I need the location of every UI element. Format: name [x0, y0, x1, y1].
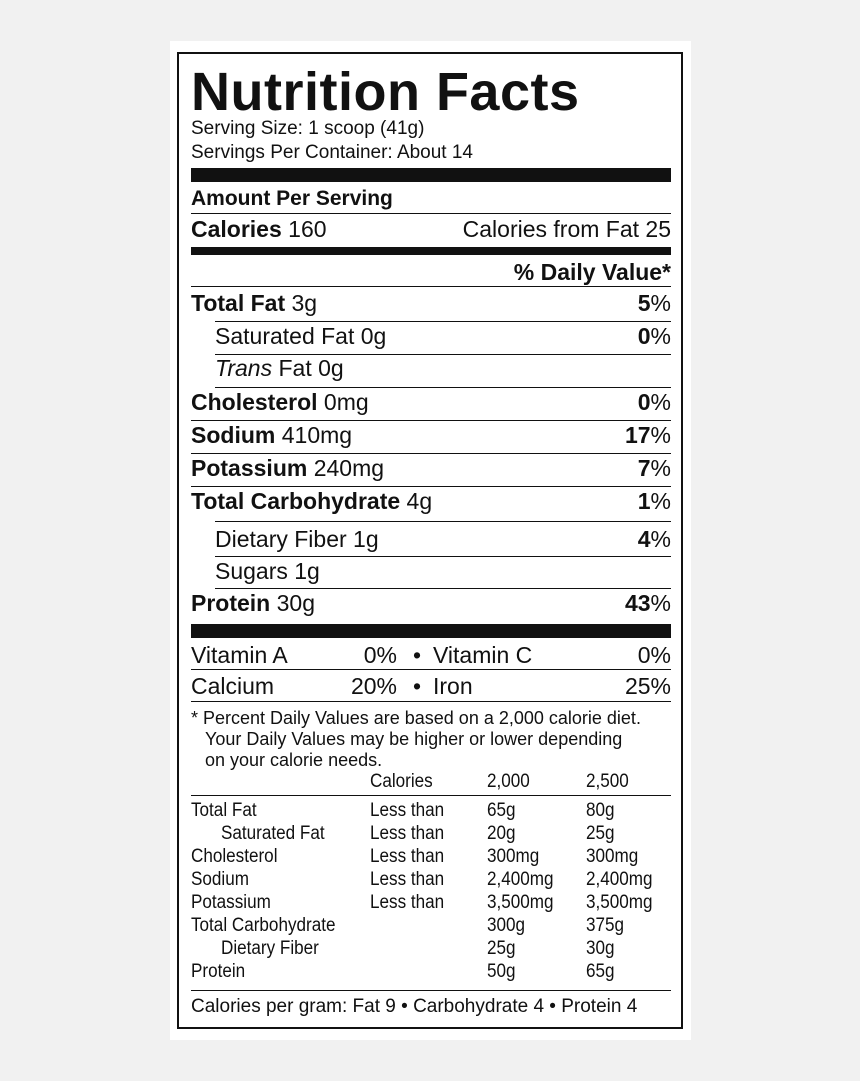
table-row-value-2500: 300mg	[586, 846, 639, 867]
nutrient-amount: 1g	[294, 558, 320, 584]
nutrient-amount: 410mg	[281, 422, 353, 448]
divider	[191, 420, 671, 421]
table-header-2000: 2,000	[487, 771, 530, 792]
table-row-name: Potassium	[191, 892, 271, 913]
table-row-value-2500: 30g	[586, 938, 615, 959]
table-row-name: Sodium	[191, 869, 249, 890]
serving-size: Serving Size: 1 scoop (41g)	[191, 118, 425, 139]
medium-divider	[191, 247, 671, 255]
nutrient-daily-value	[638, 389, 671, 415]
percent-sign: %	[650, 488, 671, 514]
table-row-name: Protein	[191, 961, 246, 982]
divider	[191, 990, 671, 991]
nutrient-percent: 0	[637, 323, 651, 349]
nutrient-percent: 43	[624, 590, 651, 616]
nutrient-row	[191, 422, 671, 448]
nutrient-percent: 4	[637, 526, 651, 552]
nutrient-label: Total Fat	[191, 290, 286, 316]
nutrient-row	[191, 558, 671, 584]
table-row-value-2000: 300mg	[487, 846, 540, 867]
table-row-value-2500: 80g	[586, 800, 615, 821]
footnote-line-2: Your Daily Values may be higher or lower depending	[205, 729, 623, 749]
footnote-line-1: * Percent Daily Values are based on a 2,000 calorie diet.	[191, 708, 641, 728]
divider	[191, 701, 671, 702]
divider	[215, 387, 671, 388]
calories-per-gram: Calories per gram: Fat 9 • Carbohydrate 4 • Protein 4	[191, 996, 638, 1017]
daily-value-header-row	[191, 259, 671, 285]
nutrient-daily-value	[638, 455, 671, 481]
nutrient-label: Sodium	[191, 422, 276, 448]
percent-sign: %	[650, 323, 671, 349]
table-row-condition: Less than	[370, 846, 445, 867]
vitamin-name: Vitamin A	[191, 642, 288, 668]
percent-sign: %	[650, 455, 671, 481]
nutrient-row	[191, 455, 671, 481]
nutrient-percent: 7	[637, 455, 651, 481]
table-row-value-2000: 50g	[487, 961, 516, 982]
nutrient-label: Total Carbohydrate	[191, 488, 401, 514]
nutrient-row	[191, 526, 671, 552]
nutrient-amount: Fat 0g	[278, 355, 344, 381]
vitamin-name: Iron	[433, 673, 473, 699]
label-title: Nutrition Facts	[191, 62, 580, 122]
percent-sign: %	[650, 389, 671, 415]
nutrient-row	[191, 488, 671, 514]
percent-sign: %	[650, 290, 671, 316]
nutrient-amount: 30g	[276, 590, 315, 616]
divider	[191, 453, 671, 454]
table-row-condition: Less than	[370, 892, 445, 913]
vitamin-percent: 20%	[350, 673, 397, 699]
table-row-value-2000: 25g	[487, 938, 516, 959]
thick-divider	[191, 168, 671, 182]
amount-per-serving: Amount Per Serving	[191, 187, 393, 210]
nutrient-daily-value	[625, 422, 671, 448]
calories-value: 160	[288, 216, 327, 242]
vitamin-name: Vitamin C	[433, 642, 533, 668]
table-row-value-2500: 375g	[586, 915, 625, 936]
bullet-separator: •	[412, 673, 422, 699]
nutrient-percent: 17	[624, 422, 651, 448]
calories-from-fat-label: Calories from Fat	[462, 216, 640, 242]
nutrient-daily-value	[625, 590, 671, 616]
percent-sign: %	[650, 422, 671, 448]
footnote-line-3: on your calorie needs.	[205, 750, 383, 770]
table-row-value-2000: 2,400mg	[487, 869, 554, 890]
nutrient-label: Trans	[215, 355, 273, 381]
nutrient-daily-value	[638, 488, 671, 514]
nutrient-amount: 240mg	[313, 455, 385, 481]
table-row-value-2000: 3,500mg	[487, 892, 554, 913]
nutrient-label: Dietary Fiber	[215, 526, 347, 552]
table-row-name: Saturated Fat	[221, 823, 325, 844]
table-row-value-2000: 65g	[487, 800, 516, 821]
daily-value-header: % Daily Value*	[513, 259, 671, 285]
table-row-condition: Less than	[370, 869, 445, 890]
table-row-condition: Less than	[370, 823, 445, 844]
nutrient-row	[191, 323, 671, 349]
nutrient-amount: 1g	[353, 526, 379, 552]
vitamin-name: Calcium	[191, 673, 275, 699]
nutrient-daily-value	[638, 290, 671, 316]
nutrient-amount: 0mg	[323, 389, 369, 415]
calories-label: Calories	[191, 216, 282, 242]
divider	[191, 486, 671, 487]
calories-row	[191, 216, 671, 242]
divider	[191, 286, 671, 287]
table-row-name: Total Carbohydrate	[191, 915, 336, 936]
divider	[191, 213, 671, 214]
percent-sign: %	[650, 526, 671, 552]
table-row-condition: Less than	[370, 800, 445, 821]
nutrient-percent: 1	[637, 488, 651, 514]
table-header-2500: 2,500	[586, 771, 629, 792]
thick-divider	[191, 624, 671, 638]
nutrient-row	[191, 355, 671, 381]
nutrient-label: Sugars	[215, 558, 288, 584]
table-row-name: Cholesterol	[191, 846, 278, 867]
divider	[215, 588, 671, 589]
nutrient-percent: 0	[637, 389, 651, 415]
servings-per-container: Servings Per Container: About 14	[191, 142, 474, 163]
nutrient-percent: 5	[637, 290, 651, 316]
nutrient-amount: 0g	[360, 323, 387, 349]
nutrient-row	[191, 389, 671, 415]
nutrient-label: Cholesterol	[191, 389, 318, 415]
table-row-value-2500: 65g	[586, 961, 615, 982]
nutrient-daily-value	[638, 526, 671, 552]
table-row-value-2000: 20g	[487, 823, 516, 844]
nutrient-amount: 4g	[406, 488, 433, 514]
divider	[215, 521, 671, 522]
vitamin-percent: 25%	[624, 673, 671, 699]
divider	[215, 556, 671, 557]
calories-from-fat-value: 25	[645, 216, 671, 242]
table-row-name: Total Fat	[191, 800, 257, 821]
nutrient-label: Potassium	[191, 455, 308, 481]
table-row-value-2500: 25g	[586, 823, 615, 844]
table-header-calories: Calories	[370, 771, 433, 792]
divider	[191, 669, 671, 670]
divider	[215, 321, 671, 322]
divider	[191, 795, 671, 796]
table-row-value-2500: 2,400mg	[586, 869, 653, 890]
nutrition-facts-label	[177, 52, 683, 1029]
vitamin-percent: 0%	[637, 642, 671, 668]
table-row-value-2000: 300g	[487, 915, 526, 936]
percent-sign: %	[650, 590, 671, 616]
nutrient-label: Saturated Fat	[215, 323, 355, 349]
table-row-name: Dietary Fiber	[221, 938, 319, 959]
table-row-value-2500: 3,500mg	[586, 892, 653, 913]
nutrient-daily-value	[638, 323, 671, 349]
vitamin-percent: 0%	[363, 642, 397, 668]
bullet-separator: •	[412, 642, 422, 668]
nutrient-row	[191, 290, 671, 316]
nutrient-row	[191, 590, 671, 616]
nutrient-amount: 3g	[291, 290, 318, 316]
nutrient-label: Protein	[191, 590, 271, 616]
